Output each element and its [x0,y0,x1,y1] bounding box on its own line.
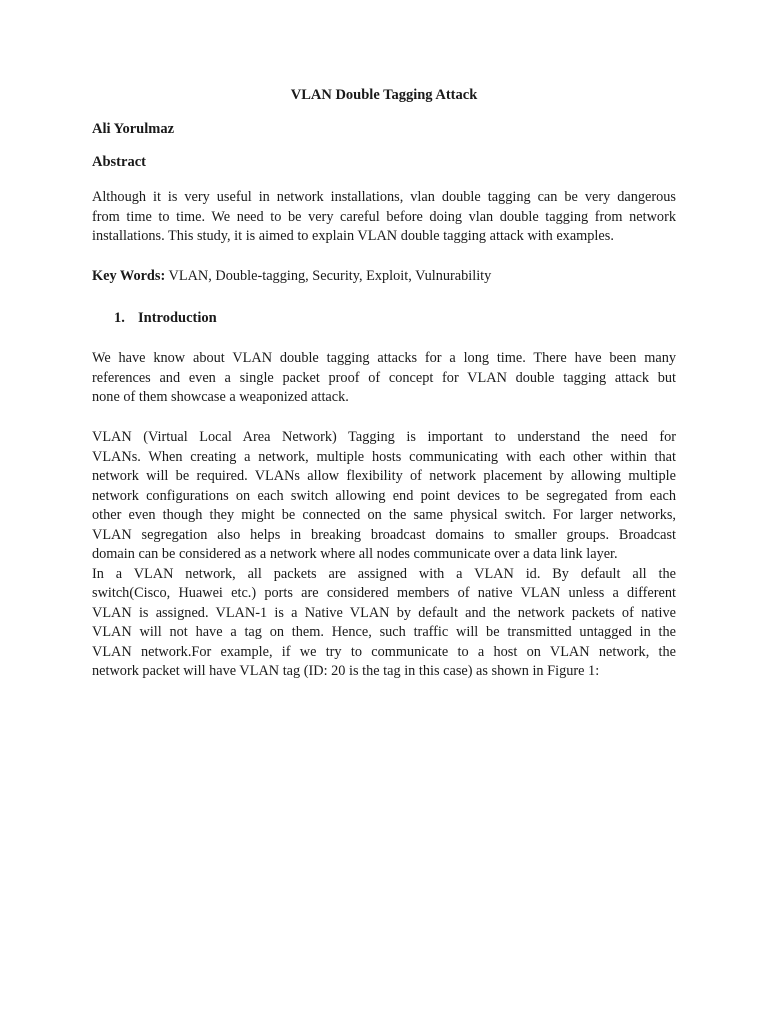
intro-line: domain can be considered as a network where all nodes communicate over a data link layer. [92,546,618,562]
intro-line: We have know about VLAN double tagging attacks for a long time. There have been many [92,350,676,366]
intro-line: network will be required. VLANs allow flexibility of network placement by allowing multiple [92,468,676,484]
keywords-label: Key Words: [92,268,166,284]
intro-line: network configurations on each switch allowing end point devices to be segregated from each [92,487,676,504]
abstract-paragraph [92,188,676,247]
intro-line: switch(Cisco, Huawei etc.) ports are considered members of native VLAN unless a different [92,585,676,601]
intro-line: other even though they might be connected on the same physical switch. For larger networks, [92,507,676,523]
intro-paragraph-1 [92,349,676,408]
intro-paragraph-2 [92,428,676,682]
intro-line: VLAN (Virtual Local Area Network) Tagging is important to understand the need for [92,429,676,445]
abstract-line: Although it is very useful in network installations, vlan double tagging can be very dangerous [92,189,676,205]
section-number: 1. [114,310,125,326]
intro-line: none of them showcase a weaponized attack. [92,389,349,405]
intro-line: VLANs. When creating a network, multiple hosts communicating with each other within that [92,448,676,465]
intro-line: network packet will have VLAN tag (ID: 20 is the tag in this case) as shown in Figure 1: [92,663,600,679]
author-name: Ali Yorulmaz [92,121,175,137]
intro-line: VLAN segregation also helps in breaking broadcast domains to smaller groups. Broadcast [92,526,676,543]
intro-line: VLAN is assigned. VLAN-1 is a Native VLAN by default and the network packets of native [92,604,676,621]
section-title: Introduction [138,310,217,326]
intro-line: In a VLAN network, all packets are assigned with a VLAN id. By default all the [92,565,676,582]
intro-line: VLAN will not have a tag on them. Hence, such traffic will be transmitted untagged in the [92,624,676,640]
abstract-heading: Abstract [92,154,146,170]
abstract-line: installations. This study, it is aimed to explain VLAN double tagging attack with examples. [92,228,614,244]
keywords-line [92,267,676,287]
document-title: VLAN Double Tagging Attack [290,87,478,103]
keywords-text: VLAN, Double-tagging, Security, Exploit, Vulnurability [165,268,492,284]
intro-line: references and even a single packet proof of concept for VLAN double tagging attack but [92,369,676,386]
abstract-line: from time to time. We need to be very careful before doing vlan double tagging from network [92,208,676,225]
intro-line: VLAN network.For example, if we try to communicate to a host on VLAN network, the [92,643,676,660]
section-heading-introduction [114,309,217,327]
